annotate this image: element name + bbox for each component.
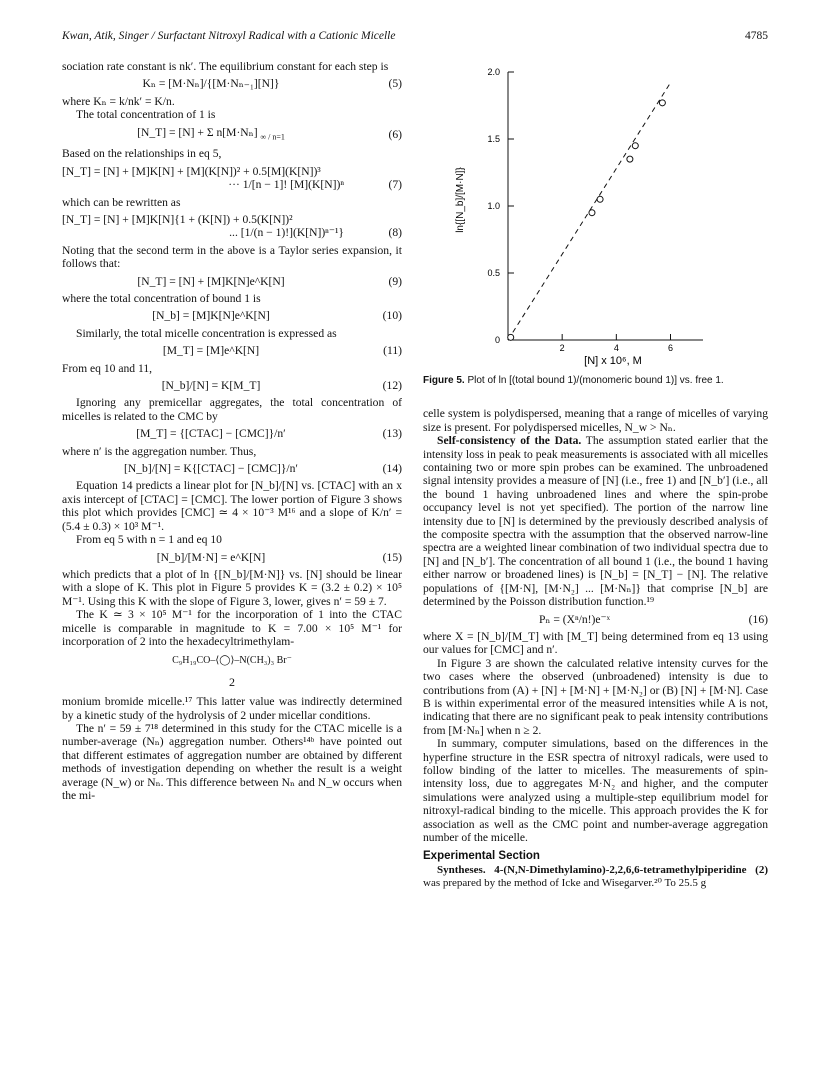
running-title: Kwan, Atik, Singer / Surfactant Nitroxyl Radical with a Cationic Micelle (62, 30, 396, 42)
paragraph: which can be rewritten as (62, 195, 181, 209)
paragraph: Equation 14 predicts a linear plot for [N_b]/[N] vs. [CTAC] with an x axis intercept of [CTAC] = [CMC]. The lower portion of Figure 3 shows this plot which provides [CMC] ≃ 4 × 10⁻³ M¹⁶ and a slope of K/n′ = (5.4 ± 0.3) × 10³ M⁻¹. (62, 479, 402, 533)
equation-15: [N_b]/[M·N] = e^K[N] (15) (156, 550, 402, 564)
figure-5-chart (423, 60, 768, 370)
paragraph: where the total concentration of bound 1 is (62, 292, 261, 305)
paragraph: In Figure 3 are shown the calculated relative intensity curves for the two cases where the observed (unbroadened) intensity is due to contributions from (A) + [N] + [M·N] + [M·N₂] or (B) [N] + [M·N]. Case B is within experimental error of the measured intensities while A is not, indicating that there are no significant peak to peak intensity contributions from [M·Nₙ] when n ≥ 2. (423, 656, 768, 737)
paragraph: The K ≃ 3 × 10⁵ M⁻¹ for the incorporation of 1 into the CTAC micelle is comparable in magnitude to K = 7.00 × 10⁵ M⁻¹ for incorporation of 2 into the hexadecyltrimethylam- (62, 608, 402, 648)
equation-13: [M_T] = {[CTAC] − [CMC]}/n′ (13) (136, 427, 402, 441)
paragraph: where n′ is the aggregation number. Thus, (62, 444, 257, 458)
equation-6: [N_T] = [N] + Σ n[M·Nₙ] $_{\infty / n=1}$ (6) (137, 125, 402, 141)
equation-10: [N_b] = [M]K[N]e^K[N] (10) (152, 309, 402, 323)
paragraph: From eq 10 and 11, (62, 361, 153, 375)
running-header (62, 30, 768, 42)
y-axis-label: ln{[N_b]/[M·N]} (455, 167, 466, 233)
data-point (589, 210, 595, 216)
x-tick-label: 4 (613, 343, 619, 353)
chemical-structure-2 (62, 654, 402, 689)
y-tick-label: 0 (494, 335, 500, 345)
equation-9: [N_T] = [N] + [M]K[N]e^K[N] (9) (137, 274, 402, 288)
paragraph: sociation rate constant is nk′. The equilibrium constant for each step is (62, 60, 389, 73)
x-tick-label: 2 (559, 343, 565, 353)
paragraph: Ignoring any premicellar aggregates, the total concentration of micelles is related to the CMC by (62, 396, 402, 423)
paragraph: Syntheses. 4-(N,N-Dimethylamino)-2,2,6,6-tetramethylpiperidine (2) was prepared by the method of Icke and Wisegarver.²⁰ To 25.5 g (423, 863, 768, 890)
equation-5: Kₙ = [M·Nₙ]/{[M·Nₙ₋₁][N]} (5) (142, 77, 402, 91)
paragraph: Noting that the second term in the above is a Taylor series expansion, it follows that: (62, 243, 402, 271)
equation-11: [M_T] = [M]e^K[N] (11) (162, 344, 402, 358)
paragraph: where X = [N_b]/[M_T] with [M_T] being determined from eq 13 using our values for [CMC] and n′. (423, 629, 768, 657)
equation-16: Pₙ = (Xⁿ/n!)e⁻ˣ (16) (538, 612, 768, 626)
paragraph: From eq 5 with n = 1 and eq 10 (76, 533, 222, 547)
structure-formula: C₉H₁₉CO–⟨◯⟩–N(CH₃)₃ Br⁻ (172, 655, 292, 667)
x-axis-label: [N] x 10⁶, M (584, 355, 642, 367)
section-head: Self-consistency of the Data. (437, 434, 582, 448)
y-tick-label: 1.5 (487, 134, 500, 144)
paragraph: Self-consistency of the Data. The assumption stated earlier that the intensity loss in peak to peak measurements is associated with all micelles containing two or more spin probes can be examined. The unbroadened signal intensity provides a measure of [N] (i.e., free 1) and [N_b′] (i.e., all the bound 1 having unbroadened lines and where the spin-probe occupancy level is not yet specified). The portion of the narrow line intensity due to [N] is determined by the previously described analysis of the composite spectra with the assumption that the observed narrow-line spectra are a weighted linear combination of two individual spectra due to [N] and [N_b′]. The concentration of all bound 1 (i.e., the bound 1 having either narrow or broadened lines) is [N_b] = [N_T] − [N]. The relative populations of {[M·N], [M·N₂] ... [M·Nₙ]} that comprise [N_b] are determined by the Poisson distribution function.¹⁹ (423, 434, 768, 609)
data-point (597, 196, 603, 202)
paragraph: celle system is polydispersed, meaning that a range of micelles of varying size is present. For polydispersed micelles, N_w > Nₙ. (423, 407, 768, 434)
paragraph: The n′ = 59 ± 7¹⁸ determined in this study for the CTAC micelle is a number-average (Nₙ) aggregation number. Others¹⁴ᵇ have pointed out that different estimates of aggregation number are obtained by different methods of investigation depending on whether the result is a weight average (N_w) or Nₙ. This difference between Nₙ and N_w occurs when the mi- (62, 721, 402, 802)
equation-7: [N_T] = [N] + [M]K[N] + [M](K[N])² + 0.5[M](K[N])³ ··· 1/[n − 1]! [M](K[N])ⁿ (7) (62, 164, 402, 192)
equation-8: [N_T] = [N] + [M]K[N]{1 + (K[N]) + 0.5(K[N])² ... [1/(n − 1)!](K[N])ⁿ⁻¹} (8) (62, 212, 402, 240)
left-column (62, 60, 402, 802)
y-tick-label: 2.0 (487, 67, 500, 77)
right-column (423, 60, 768, 891)
paragraph: In summary, computer simulations, based on the differences in the hyperfine structure in the ESR spectra of nitroxyl radicals, were used to follow binding of the latter to micelles. The measurements of spin-intensity loss, due to aggregates M·N₂ and higher, and the computer simulations were analyzed using a multiple-step equilibrium model for nitroxyl-radical binding to the micelle. This approach provides the K for association as well as the CMC point and number-average aggregation number of the micelle. (423, 737, 768, 844)
x-tick-label: 6 (667, 343, 674, 353)
y-tick-label: 1.0 (487, 201, 500, 211)
paragraph: where Kₙ = k/nk′ = K/n. (62, 94, 175, 108)
data-point (508, 334, 514, 340)
paragraph: The total concentration of 1 is (76, 108, 216, 122)
paragraph: Based on the relationships in eq 5, (62, 147, 222, 161)
data-point (627, 156, 633, 162)
y-tick-label: 0.5 (487, 268, 500, 278)
paragraph: Similarly, the total micelle concentration is expressed as (76, 326, 337, 340)
data-point (632, 143, 638, 149)
data-point (659, 100, 665, 106)
structure-label: 2 (229, 674, 235, 689)
page-number: 4785 (745, 30, 768, 42)
paragraph: monium bromide micelle.¹⁷ This latter value was indirectly determined by a kinetic study of the hydrolysis of 2 under micellar conditions. (62, 695, 402, 722)
paragraph: which predicts that a plot of ln {[N_b]/[M·N]} vs. [N] should be linear with a slope of K. This plot in Figure 5 provides K = (3.2 ± 0.2) × 10⁵ M⁻¹. Using this K with the slope of Figure 3, lower, gives n′ = 59 ± 7. (62, 567, 402, 608)
section-heading: Experimental Section (423, 850, 540, 863)
figure-caption: Figure 5. Plot of ln [(total bound 1)/(monomeric bound 1)] vs. free 1. (423, 375, 724, 386)
figure-5 (423, 60, 768, 370)
equation-12: [N_b]/[N] = K[M_T] (12) (161, 379, 402, 393)
equation-14: [N_b]/[N] = K{[CTAC] − [CMC]}/n′ (14) (124, 462, 402, 476)
